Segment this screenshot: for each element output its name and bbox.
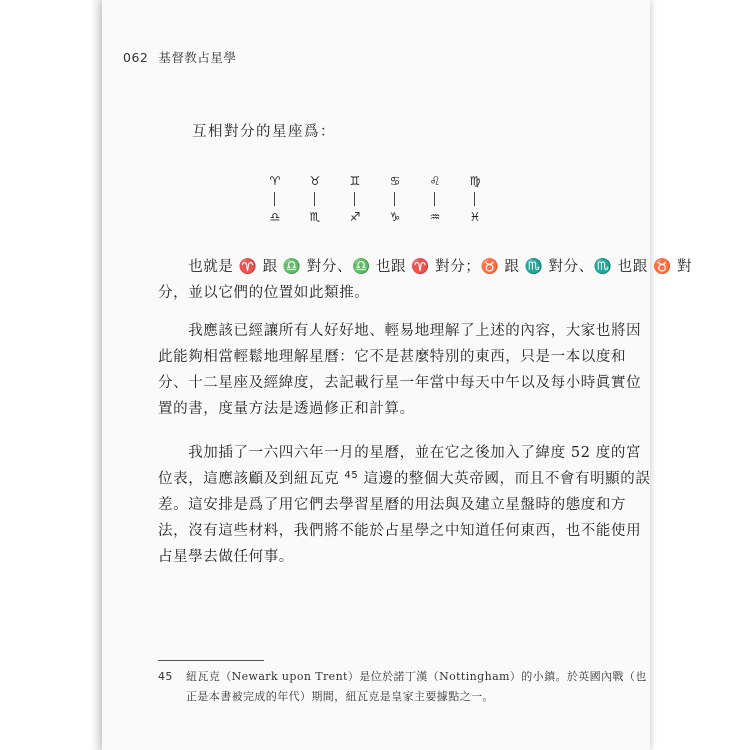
paragraph-line: 分、十二星座及經緯度，去記載行星一年當中每天中午以及每小時眞實位 <box>158 375 642 391</box>
cancer-icon: ♋ <box>389 174 401 188</box>
sagittarius-icon: ♐ <box>349 210 361 224</box>
pisces-icon: ♓ <box>469 210 481 224</box>
paragraph-line <box>158 466 651 492</box>
virgo-icon: ♍ <box>469 174 481 188</box>
paragraph-line: 占星學去做任何事。 <box>158 549 294 565</box>
paragraph-line: 我加插了一六四六年一月的星曆，並在它之後加入了緯度 52 度的宮 <box>158 445 642 461</box>
zodiac-row-top <box>264 174 486 188</box>
paragraph-line: 也就是 ♈ 跟 ♎ 對分、♎ 也跟 ♈ 對分；♉ 跟 ♏ 對分、♏ 也跟 ♉ 對 <box>158 259 693 275</box>
connector-line <box>264 192 286 206</box>
zodiac-row-bottom <box>264 210 486 224</box>
connector-line <box>384 192 406 206</box>
connector-line <box>424 192 446 206</box>
footnote-number: 45 <box>158 670 173 683</box>
connector-line <box>464 192 486 206</box>
book-title: 基督教占星學 <box>158 50 237 65</box>
footnote-line <box>158 667 647 687</box>
scorpio-icon: ♏ <box>309 210 321 224</box>
aquarius-icon: ♒ <box>429 210 441 224</box>
paragraph-line: 我應該已經讓所有人好好地、輕易地理解了上述的內容，大家也將因 <box>158 323 642 339</box>
text-run: 這邊的整個大英帝國，而且不會有明顯的誤 <box>358 471 651 487</box>
capricorn-icon: ♑ <box>389 210 401 224</box>
libra-icon: ♎ <box>269 210 281 224</box>
paragraph-2 <box>158 318 642 422</box>
paragraph-line: 差。這安排是爲了用它們去學習星曆的用法與及建立星盤時的態度和方 <box>158 497 627 513</box>
footnote-text: 紐瓦克（Newark upon Trent）是位於諾丁漢（Nottingham）的小鎮。於英國內戰（也 <box>186 670 647 683</box>
footnote-line: 正是本書被完成的年代）期間，紐瓦克是皇家主要據點之一。 <box>186 690 494 703</box>
paragraph-1 <box>158 254 693 306</box>
footnote-divider <box>158 660 264 661</box>
zodiac-connector-row <box>264 188 486 210</box>
section-heading: 互相對分的星座爲： <box>192 124 336 140</box>
paragraph-line: 分，並以它們的位置如此類推。 <box>158 285 370 301</box>
text-run: 位表，這應該顧及到紐瓦克 <box>158 471 345 487</box>
leo-icon: ♌ <box>429 174 441 188</box>
paragraph-3 <box>158 440 651 570</box>
paragraph-line: 法，沒有這些材料，我們將不能於占星學之中知道任何東西，也不能使用 <box>158 523 642 539</box>
footnote <box>158 667 647 707</box>
paragraph-line: 置的書，度量方法是透過修正和計算。 <box>158 401 415 417</box>
footnote-reference[interactable]: 45 <box>344 470 359 481</box>
running-header <box>123 48 236 66</box>
connector-line <box>304 192 326 206</box>
aries-icon: ♈ <box>269 174 281 188</box>
gemini-icon: ♊ <box>349 174 361 188</box>
zodiac-opposition-table <box>260 174 490 224</box>
connector-line <box>344 192 366 206</box>
paragraph-line: 此能夠相當輕鬆地理解星曆：它不是甚麼特別的東西，只是一本以度和 <box>158 349 627 365</box>
taurus-icon: ♉ <box>309 174 321 188</box>
page-number: 062 <box>123 50 149 65</box>
